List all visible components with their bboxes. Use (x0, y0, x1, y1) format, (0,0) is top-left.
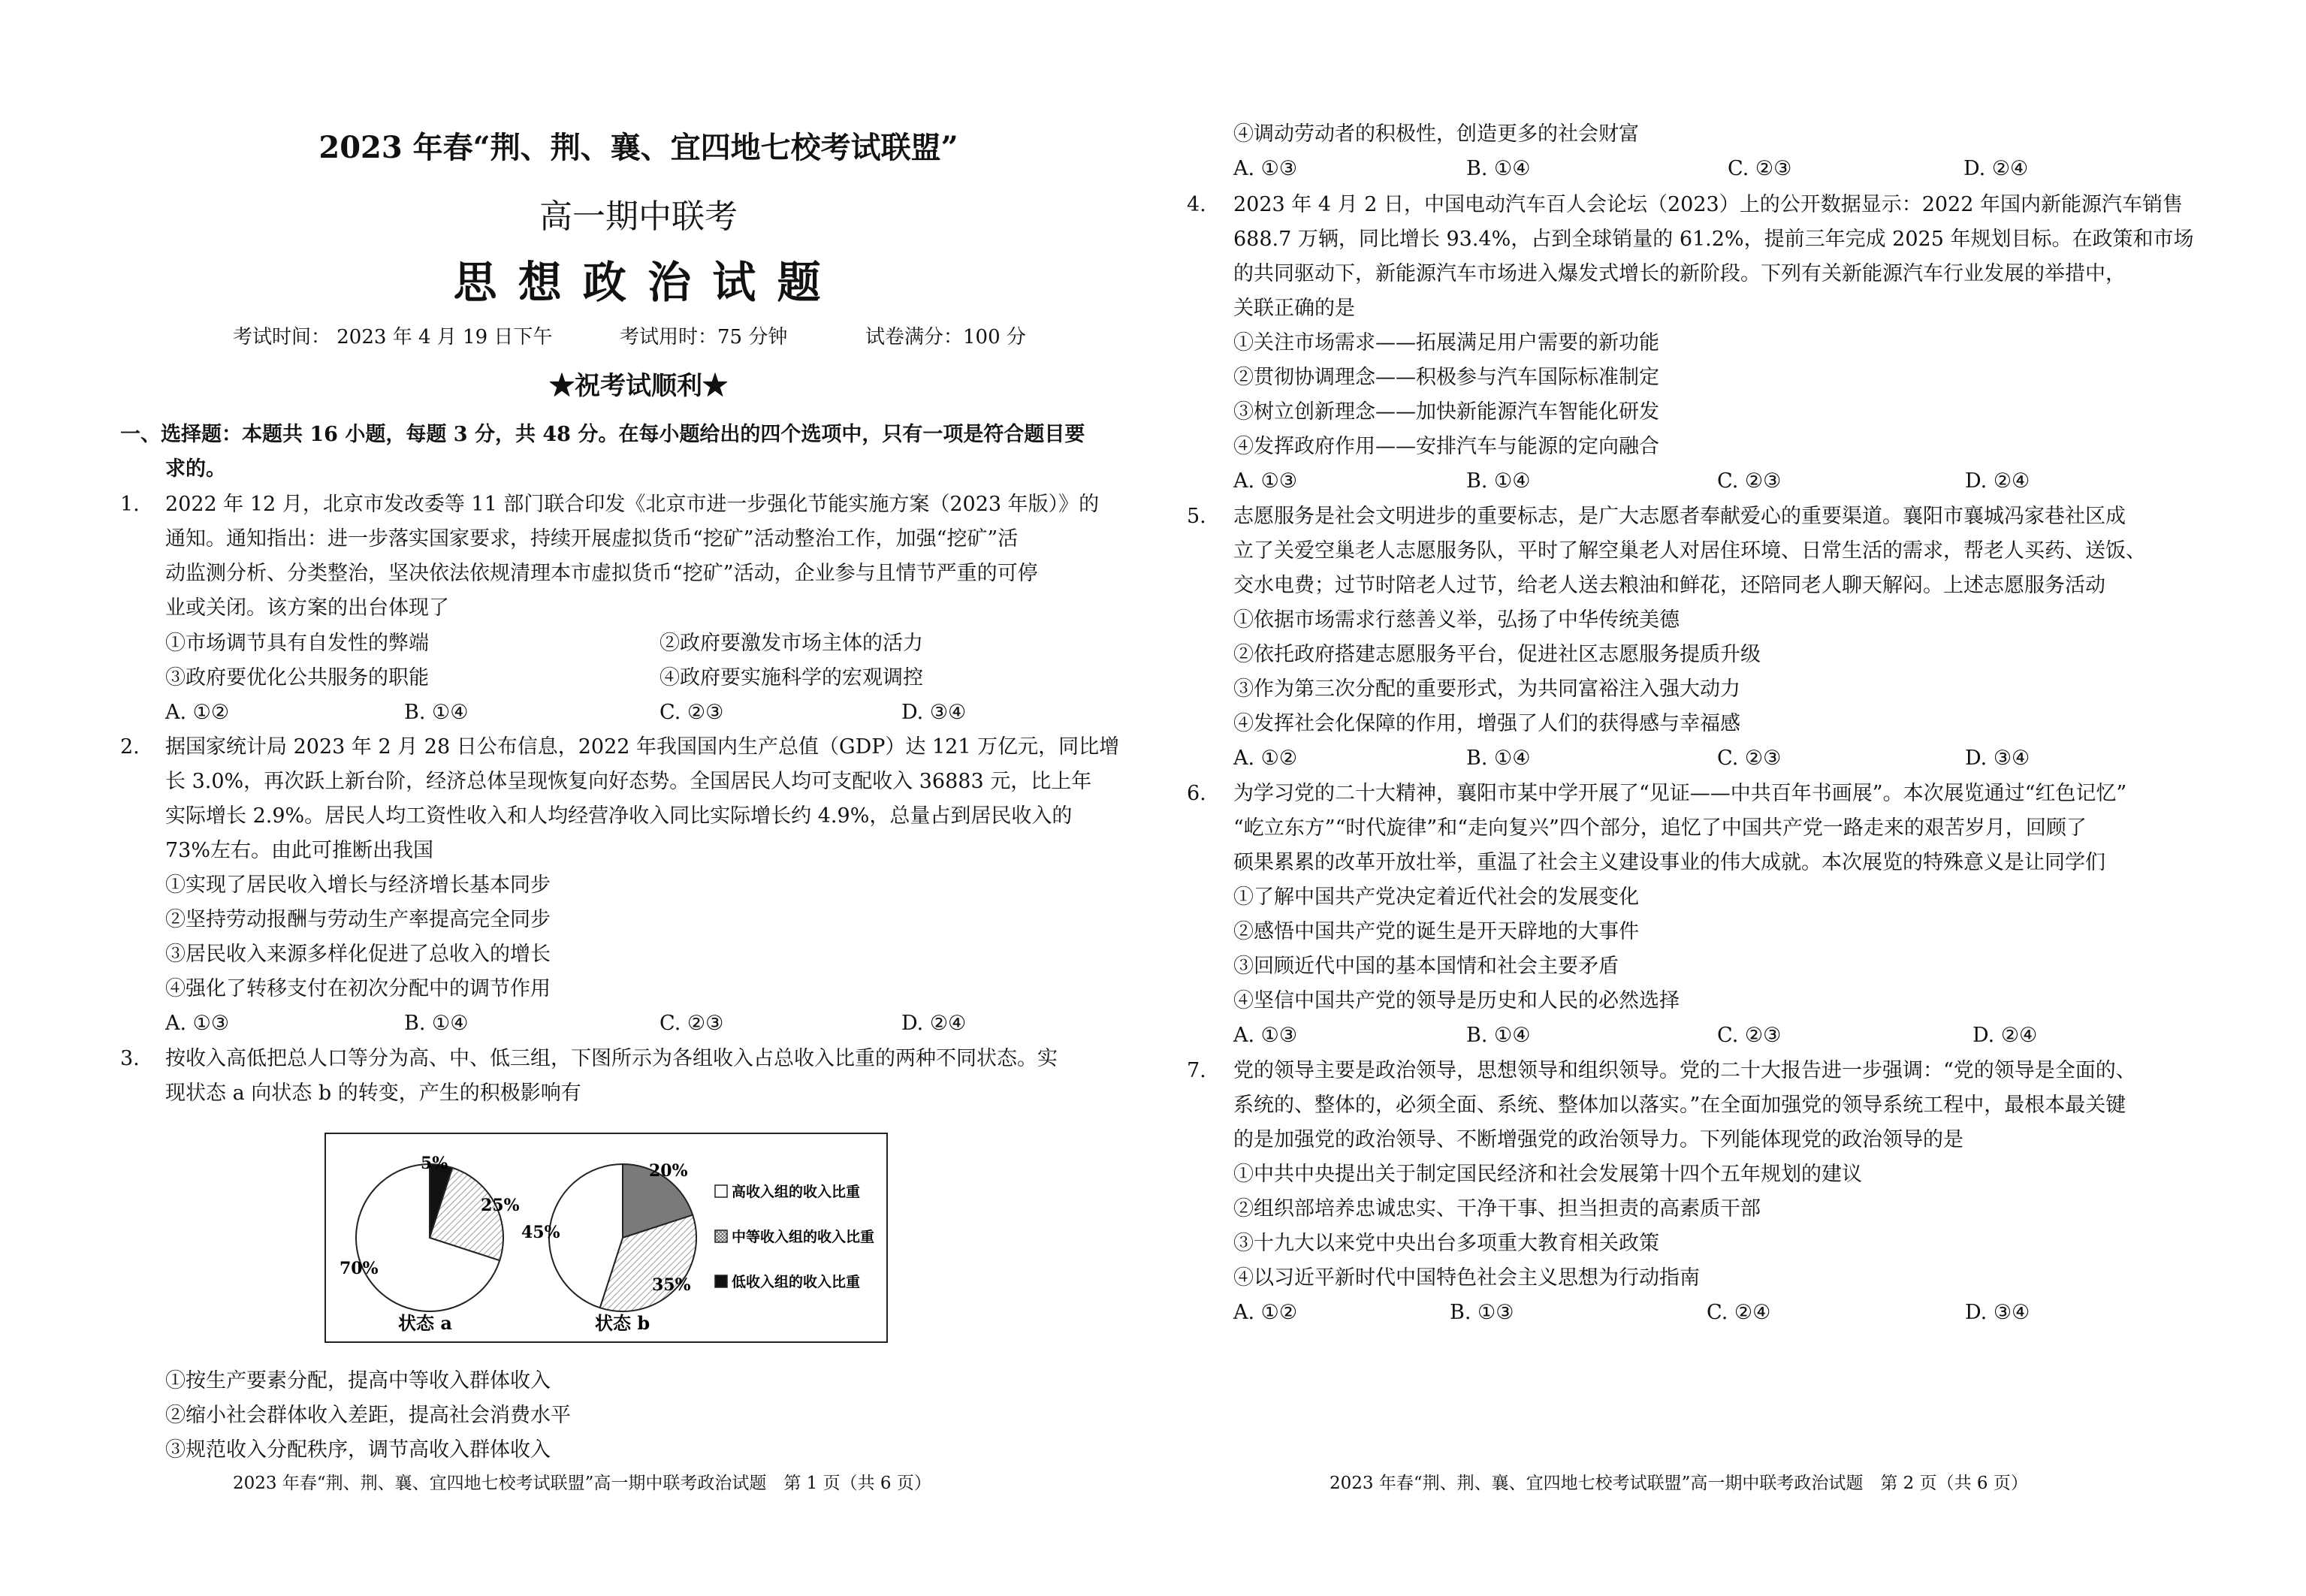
q1-statement-1: ①市场调节具有自发性的弊端 (165, 632, 429, 655)
footer-left: 2023 年春“荆、荆、襄、宜四地七校考试联盟”高一期中联考政治试题 第 1 页（共 6 页） (233, 1474, 931, 1493)
q2-statement-1: ①实现了居民收入增长与经济增长基本同步 (165, 873, 551, 897)
q1-statement-2: ②政府要激发市场主体的活力 (660, 632, 923, 655)
income-pie-svg (324, 1133, 888, 1343)
q4-stem-line: 688.7 万辆，同比增长 93.4%，占到全球销量的 61.2%，提前三年完成 2025 年规划目标。在政策和市场 (1233, 228, 2194, 251)
q7-stem-line: 系统的、整体的，必须全面、系统、整体加以落实。”在全面加强党的领导系统工程中，最根本最关键 (1233, 1094, 2126, 1117)
q1-option-d[interactable]: D. ③④ (901, 701, 967, 724)
q6-statement-1: ①了解中国共产党决定着近代社会的发展变化 (1233, 885, 1639, 909)
exam-time: 考试时间： 2023 年 4 月 19 日下午 (233, 326, 553, 348)
q4-number: 4. (1187, 193, 1206, 216)
q7-statement-1: ①中共中央提出关于制定国民经济和社会发展第十四个五年规划的建议 (1233, 1163, 1862, 1186)
left-page (120, 0, 1157, 1596)
q6-stem-line: “屹立东方”“时代旋律”和“走向复兴”四个部分，追忆了中国共产党一路走来的艰苦岁月，回顾了 (1233, 816, 2087, 840)
label-a-mid: 25% (481, 1196, 520, 1215)
q6-stem-line: 为学习党的二十大精神，襄阳市某中学开展了“见证——中共百年书画展”。本次展览通过“红色记忆” (1233, 782, 2127, 805)
right-page (1187, 0, 2223, 1596)
legend-mid: 中等收入组的收入比重 (732, 1229, 875, 1245)
q7-stem-line: 党的领导主要是政治领导，思想领导和组织领导。党的二十大报告进一步强调：“党的领导是全面的、 (1233, 1059, 2136, 1082)
q4-option-b[interactable]: B. ①④ (1466, 469, 1531, 493)
q7-option-c[interactable]: C. ②④ (1707, 1301, 1771, 1324)
q2-option-c[interactable]: C. ②③ (660, 1012, 724, 1035)
q5-option-d[interactable]: D. ③④ (1965, 747, 2030, 770)
q5-stem-line: 志愿服务是社会文明进步的重要标志，是广大志愿者奉献爱心的重要渠道。襄阳市襄城冯家巷社区成 (1233, 505, 2126, 528)
q1-option-b[interactable]: B. ①④ (404, 701, 469, 724)
q2-statement-3: ③居民收入来源多样化促进了总收入的增长 (165, 943, 551, 966)
q7-option-a[interactable]: A. ①② (1233, 1301, 1298, 1324)
q4-stem-line: 的共同驱动下，新能源汽车市场进入爆发式增长的新阶段。下列有关新能源汽车行业发展的举措中， (1233, 262, 2126, 285)
legend-swatch-low (715, 1275, 727, 1287)
q6-option-a[interactable]: A. ①③ (1233, 1024, 1298, 1047)
q7-option-b[interactable]: B. ①③ (1450, 1301, 1514, 1324)
q4-option-c[interactable]: C. ②③ (1717, 469, 1782, 493)
exam-duration: 考试用时：75 分钟 (620, 326, 788, 348)
q4-stem-line: 2023 年 4 月 2 日，中国电动汽车百人会论坛（2023）上的公开数据显示：2022 年国内新能源汽车销售 (1233, 193, 2183, 216)
q6-statement-2: ②感悟中国共产党的诞生是开天辟地的大事件 (1233, 920, 1639, 943)
q3-statement-1: ①按生产要素分配，提高中等收入群体收入 (165, 1369, 551, 1392)
q4-option-a[interactable]: A. ①③ (1233, 469, 1298, 493)
q6-option-d[interactable]: D. ②④ (1972, 1024, 2038, 1047)
pie-state-a (356, 1164, 503, 1311)
q1-option-c[interactable]: C. ②③ (660, 701, 724, 724)
q1-statement-3: ③政府要优化公共服务的职能 (165, 666, 429, 689)
q6-option-c[interactable]: C. ②③ (1717, 1024, 1782, 1047)
section-heading-cont: 求的。 (165, 457, 226, 481)
q5-number: 5. (1187, 505, 1206, 528)
q3-option-d[interactable]: D. ②④ (1963, 157, 2029, 180)
q2-statement-4: ④强化了转移支付在初次分配中的调节作用 (165, 977, 551, 1000)
q7-option-d[interactable]: D. ③④ (1965, 1301, 2030, 1324)
legend-high: 高收入组的收入比重 (732, 1184, 861, 1200)
q7-statement-4: ④以习近平新时代中国特色社会主义思想为行动指南 (1233, 1266, 1700, 1290)
q2-option-d[interactable]: D. ②④ (901, 1012, 967, 1035)
section-heading: 一、选择题：本题共 16 小题，每题 3 分，共 48 分。在每小题给出的四个选项中，只有一项是符合题目要 (120, 423, 1085, 446)
q7-stem-line: 的是加强党的政治领导、不断增强党的政治领导力。下列能体现党的政治领导的是 (1233, 1128, 1963, 1151)
q6-option-b[interactable]: B. ①④ (1466, 1024, 1531, 1047)
q6-statement-4: ④坚信中国共产党的领导是历史和人民的必然选择 (1233, 989, 1680, 1012)
q2-number: 2. (120, 735, 140, 759)
legend-low: 低收入组的收入比重 (732, 1274, 861, 1290)
q1-option-a[interactable]: A. ①② (165, 701, 230, 724)
label-state-b: 状态 b (595, 1312, 650, 1334)
q1-number: 1. (120, 493, 140, 516)
q3-statement-4: ④调动劳动者的积极性，创造更多的社会财富 (1233, 122, 1639, 146)
q5-option-a[interactable]: A. ①② (1233, 747, 1298, 770)
q5-statement-4: ④发挥社会化保障的作用，增强了人们的获得感与幸福感 (1233, 712, 1740, 735)
q2-stem-line: 长 3.0%，再次跃上新台阶，经济总体呈现恢复向好态势。全国居民人均可支配收入 36883 元，比上年 (165, 770, 1092, 793)
label-a-high: 70% (340, 1259, 379, 1278)
label-b-mid: 35% (652, 1275, 691, 1295)
q6-statement-3: ③回顾近代中国的基本国情和社会主要矛盾 (1233, 955, 1619, 978)
q4-option-d[interactable]: D. ②④ (1965, 469, 2030, 493)
exam-title: 2023 年春“荆、荆、襄、宜四地七校考试联盟” (318, 130, 958, 165)
income-pie-figure (324, 1133, 888, 1343)
q4-statement-3: ③树立创新理念——加快新能源汽车智能化研发 (1233, 400, 1659, 424)
q5-statement-3: ③作为第三次分配的重要形式，为共同富裕注入强大动力 (1233, 677, 1740, 701)
q2-stem-line: 73%左右。由此可推断出我国 (165, 839, 434, 862)
q4-statement-4: ④发挥政府作用——安排汽车与能源的定向融合 (1233, 435, 1659, 458)
q3-stem-line: 现状态 a 向状态 b 的转变，产生的积极影响有 (165, 1082, 581, 1105)
q3-statement-3: ③规范收入分配秩序，调节高收入群体收入 (165, 1438, 551, 1462)
footer-right: 2023 年春“荆、荆、襄、宜四地七校考试联盟”高一期中联考政治试题 第 2 页（共 6 页） (1330, 1474, 2028, 1493)
q2-option-a[interactable]: A. ①③ (165, 1012, 230, 1035)
q7-statement-2: ②组织部培养忠诚忠实、干净干事、担当担责的高素质干部 (1233, 1197, 1761, 1220)
q4-statement-2: ②贯彻协调理念——积极参与汽车国际标准制定 (1233, 366, 1659, 389)
label-b-high: 45% (521, 1223, 560, 1242)
q1-statement-4: ④政府要实施科学的宏观调控 (660, 666, 923, 689)
q1-stem-line: 通知。通知指出：进一步落实国家要求，持续开展虚拟货币“挖矿”活动整治工作，加强“挖矿”活 (165, 527, 1019, 551)
q6-number: 6. (1187, 782, 1206, 805)
q2-stem-line: 据国家统计局 2023 年 2 月 28 日公布信息，2022 年我国国内生产总值（GDP）达 121 万亿元，同比增 (165, 735, 1120, 759)
q7-number: 7. (1187, 1059, 1206, 1082)
q3-option-a[interactable]: A. ①③ (1233, 157, 1298, 180)
subject-title: 思 想 政 治 试 题 (453, 257, 824, 308)
q1-stem-line: 2022 年 12 月，北京市发改委等 11 部门联合印发《北京市进一步强化节能实施方案（2023 年版）》的 (165, 493, 1100, 516)
q3-stem-line: 按收入高低把总人口等分为高、中、低三组，下图所示为各组收入占总收入比重的两种不同状态。实 (165, 1047, 1058, 1070)
q3-option-b[interactable]: B. ①④ (1466, 157, 1531, 180)
q4-statement-1: ①关注市场需求——拓展满足用户需要的新功能 (1233, 331, 1659, 354)
q5-option-c[interactable]: C. ②③ (1717, 747, 1782, 770)
legend-swatch-high (715, 1185, 727, 1197)
full-score: 试卷满分：100 分 (865, 326, 1026, 348)
label-state-a: 状态 a (398, 1312, 452, 1334)
q5-stem-line: 交水电费；过节时陪老人过节，给老人送去粮油和鲜花，还陪同老人聊天解闷。上述志愿服务活动 (1233, 574, 2105, 597)
q3-option-c[interactable]: C. ②③ (1728, 157, 1792, 180)
q3-number: 3. (120, 1047, 140, 1070)
q2-stem-line: 实际增长 2.9%。居民人均工资性收入和人均经营净收入同比实际增长约 4.9%，总量占到居民收入的 (165, 804, 1073, 828)
q2-statement-2: ②坚持劳动报酬与劳动生产率提高完全同步 (165, 908, 551, 931)
label-b-low: 20% (649, 1161, 688, 1181)
q4-stem-line: 关联正确的是 (1233, 297, 1355, 320)
q1-stem-line: 业或关闭。该方案的出台体现了 (165, 596, 449, 620)
legend-swatch-mid (715, 1230, 727, 1242)
exam-subtitle: 高一期中联考 (539, 198, 738, 236)
q7-statement-3: ③十九大以来党中央出台多项重大教育相关政策 (1233, 1232, 1659, 1255)
good-luck-banner: ★祝考试顺利★ (549, 371, 728, 401)
q1-stem-line: 动监测分析、分类整治，坚决依法依规清理本市虚拟货币“挖矿”活动，企业参与且情节严重的可停 (165, 562, 1038, 585)
q2-option-b[interactable]: B. ①④ (404, 1012, 469, 1035)
label-a-low: 5% (421, 1154, 448, 1173)
q5-statement-1: ①依据市场需求行慈善义举，弘扬了中华传统美德 (1233, 608, 1680, 632)
q5-stem-line: 立了关爱空巢老人志愿服务队，平时了解空巢老人对居住环境、日常生活的需求，帮老人买药、送饭、 (1233, 539, 2146, 563)
q6-stem-line: 硕果累累的改革开放壮举，重温了社会主义建设事业的伟大成就。本次展览的特殊意义是让同学们 (1233, 851, 2105, 874)
q3-statement-2: ②缩小社会群体收入差距，提高社会消费水平 (165, 1404, 571, 1427)
q5-statement-2: ②依托政府搭建志愿服务平台，促进社区志愿服务提质升级 (1233, 643, 1761, 666)
q5-option-b[interactable]: B. ①④ (1466, 747, 1531, 770)
